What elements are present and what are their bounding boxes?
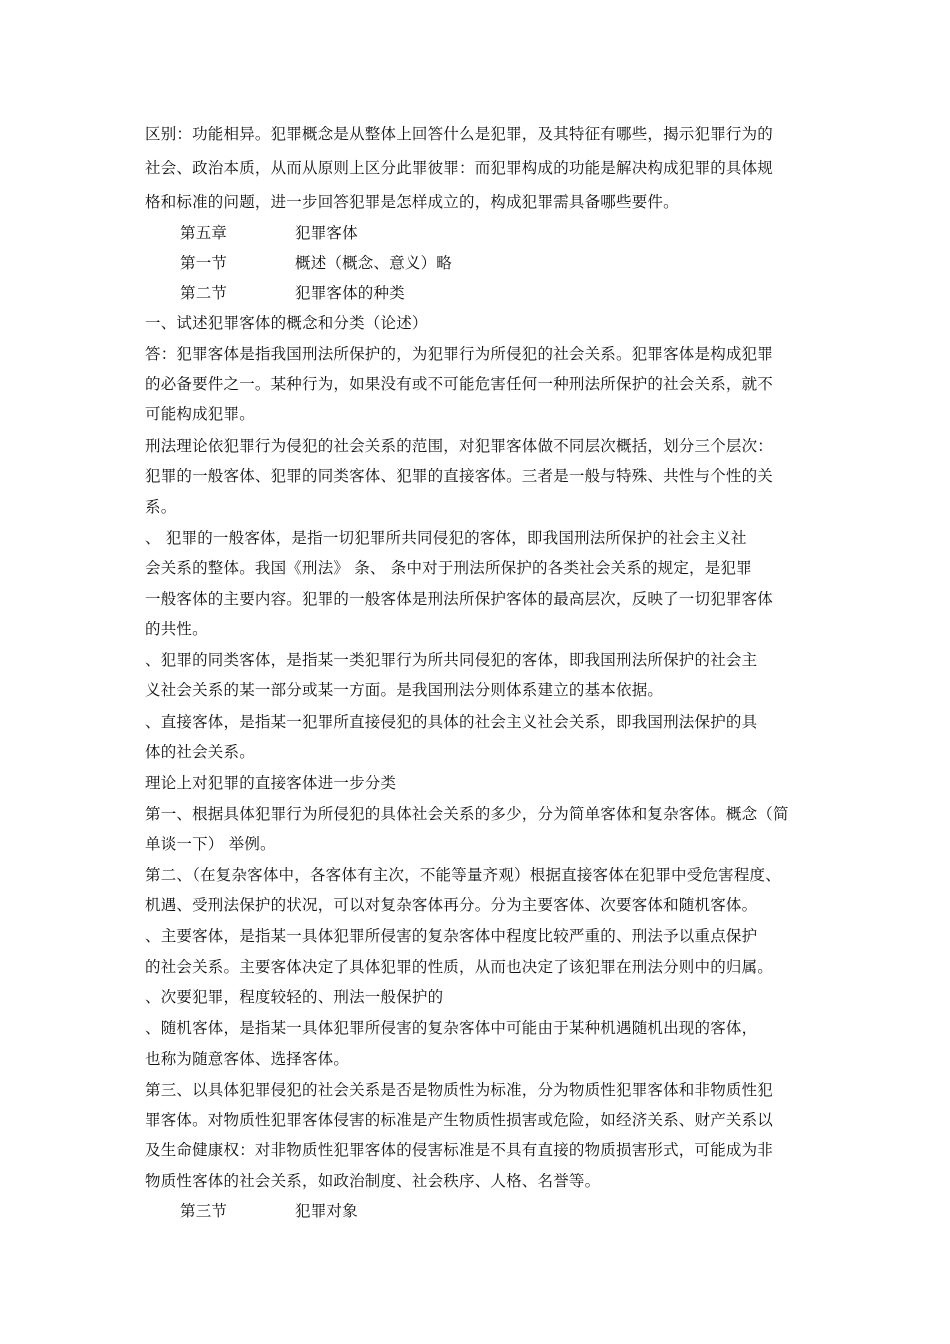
levels-line-1: 刑法理论依犯罪行为侵犯的社会关系的范围，对犯罪客体做不同层次概括，划分三个层次： [145, 437, 774, 455]
first-class-line-1: 第一、根据具体犯罪行为所侵犯的具体社会关系的多少，分为简单客体和复杂客体。概念（简 [145, 805, 789, 823]
same-class-line-1: 、犯罪的同类客体，是指某一类犯罪行为所共同侵犯的客体，即我国刑法所保护的社会主 [145, 651, 758, 669]
second-class-line-2: 机遇、受刑法保护的状况，可以对复杂客体再分。分为主要客体、次要客体和随机客体。 [145, 896, 758, 914]
section-2-title: 犯罪客体的种类 [295, 284, 405, 302]
section-2-number: 第二节 [180, 284, 228, 302]
second-class-line-1: 第二、（在复杂客体中，各客体有主次，不能等量齐观）根据直接客体在犯罪中受危害程度、 [145, 866, 781, 884]
secondary-object-line: 、次要犯罪，程度较轻的、刑法一般保护的 [145, 988, 444, 1006]
general-object-line-1: 、 犯罪的一般客体，是指一切犯罪所共同侵犯的客体，即我国刑法所保护的社会主义社 [145, 529, 747, 547]
section-1-number: 第一节 [180, 254, 228, 272]
third-class-line-4: 物质性客体的社会关系，如政治制度、社会秩序、人格、名誉等。 [145, 1172, 601, 1190]
section-3-heading [180, 1201, 358, 1221]
main-object-line-2: 的社会关系。主要客体决定了具体犯罪的性质，从而也决定了该犯罪在刑法分则中的归属。 [145, 958, 774, 976]
direct-object-line-1: 、直接客体，是指某一犯罪所直接侵犯的具体的社会主义社会关系，即我国刑法保护的具 [145, 713, 758, 731]
further-classification-title: 理论上对犯罪的直接客体进一步分类 [145, 774, 397, 792]
section-1-heading [180, 253, 452, 273]
intro-line-3: 格和标准的问题，进一步回答犯罪是怎样成立的，构成犯罪需具备哪些要件。 [145, 193, 679, 211]
answer-line-2: 的必备要件之一。某种行为，如果没有或不可能危害任何一种刑法所保护的社会关系，就不 [145, 375, 774, 393]
general-object-line-3: 一般客体的主要内容。犯罪的一般客体是刑法所保护客体的最高层次，反映了一切犯罪客体 [145, 590, 774, 608]
section-2-heading [180, 283, 405, 303]
direct-object-line-2: 体的社会关系。 [145, 743, 255, 761]
first-class-line-2: 单谈一下） 举例。 [145, 835, 276, 853]
intro-line-1: 区别：功能相异。犯罪概念是从整体上回答什么是犯罪，及其特征有哪些，揭示犯罪行为的 [145, 125, 774, 143]
answer-line-1: 答：犯罪客体是指我国刑法所保护的，为犯罪行为所侵犯的社会关系。犯罪客体是构成犯罪 [145, 345, 774, 363]
levels-line-3: 系。 [145, 498, 177, 516]
intro-line-2: 社会、政治本质，从而从原则上区分此罪彼罪：而犯罪构成的功能是解决构成犯罪的具体规 [145, 159, 774, 177]
third-class-line-3: 及生命健康权：对非物质性犯罪客体的侵害标准是不具有直接的物质损害形式，可能成为非 [145, 1141, 774, 1159]
section-1-title: 概述（概念、意义）略 [295, 254, 453, 272]
question-line: 一、试述犯罪客体的概念和分类（论述） [145, 314, 428, 332]
section-3-number: 第三节 [180, 1202, 228, 1220]
chapter-heading [180, 223, 358, 243]
general-object-line-4: 的共性。 [145, 620, 208, 638]
section-3-title: 犯罪对象 [295, 1202, 358, 1220]
main-object-line-1: 、主要客体，是指某一具体犯罪所侵害的复杂客体中程度比较严重的、刑法予以重点保护 [145, 927, 758, 945]
third-class-line-2: 罪客体。对物质性犯罪客体侵害的标准是产生物质性损害或危险，如经济关系、财产关系以 [145, 1111, 774, 1129]
third-class-line-1: 第三、以具体犯罪侵犯的社会关系是否是物质性为标准，分为物质性犯罪客体和非物质性犯 [145, 1081, 774, 1099]
random-object-line-2: 也称为随意客体、选择客体。 [145, 1050, 350, 1068]
chapter-title: 犯罪客体 [295, 224, 358, 242]
chapter-number: 第五章 [180, 224, 228, 242]
levels-line-2: 犯罪的一般客体、犯罪的同类客体、犯罪的直接客体。三者是一般与特殊、共性与个性的关 [145, 467, 774, 485]
general-object-line-2: 会关系的整体。我国《刑法》 条、 条中对于刑法所保护的各类社会关系的规定，是犯罪 [145, 559, 752, 577]
random-object-line-1: 、随机客体，是指某一具体犯罪所侵害的复杂客体中可能由于某种机遇随机出现的客体， [145, 1019, 758, 1037]
answer-line-3: 可能构成犯罪。 [145, 405, 255, 423]
same-class-line-2: 义社会关系的某一部分或某一方面。是我国刑法分则体系建立的基本依据。 [145, 681, 664, 699]
